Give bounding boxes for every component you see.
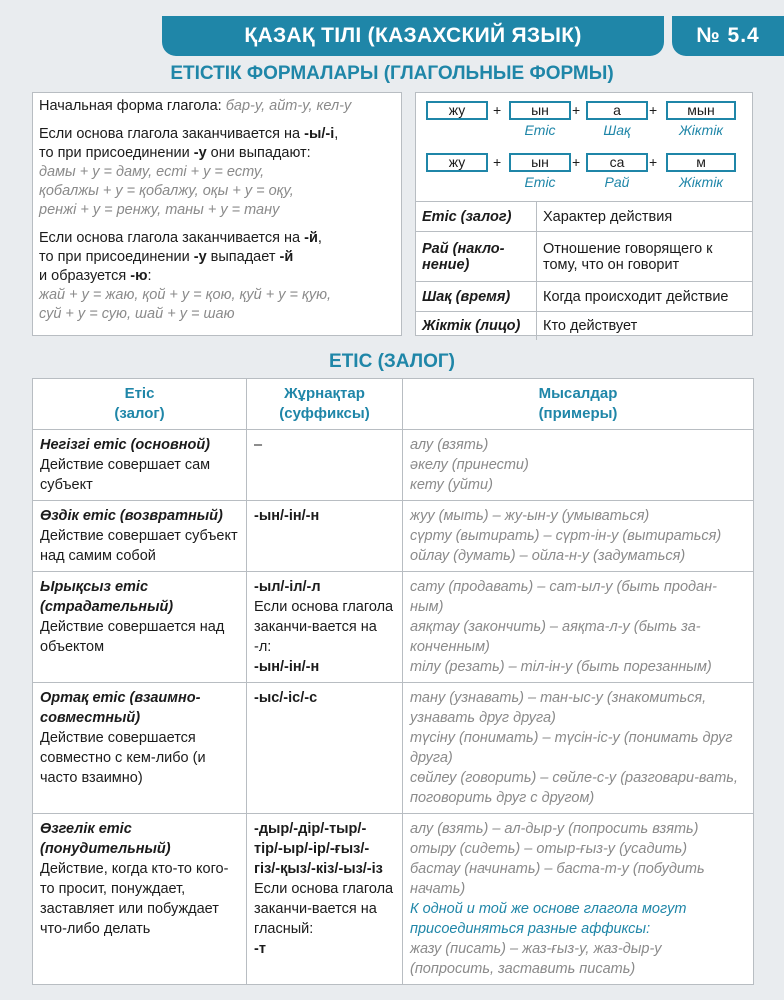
formula-caption: Шақ	[603, 122, 631, 138]
header-number-tab	[672, 16, 784, 56]
suffix: -ын/-ін/-н	[254, 508, 320, 524]
definition-desc: Характер действия	[537, 202, 753, 232]
definition-row	[416, 282, 752, 312]
suffix-cell	[247, 501, 403, 572]
note-line: К одной и той же основе глагола могут присоединяться разные аффиксы:	[410, 901, 687, 937]
voice-section-title: ЕТІС (ЗАЛОГ)	[329, 351, 455, 372]
suffix-note: Если основа глагола заканчи-вается на гласный:	[254, 881, 394, 937]
header-title: ҚАЗАҚ ТІЛІ (КАЗАХСКИЙ ЯЗЫК)	[244, 24, 582, 47]
example-line: алу (взять)	[410, 437, 489, 453]
example-line: ойлау (думать) – ойла-н-у (задуматься)	[410, 548, 686, 564]
rule-text: они выпадают:	[210, 145, 311, 161]
voice-name: Өздік етіс (возвратный)	[40, 508, 223, 524]
voice-name: Ырықсыз етіс (страдательный)	[40, 579, 174, 615]
rule-suffix: -ы/-і	[304, 126, 335, 142]
formula-cell: ын	[509, 153, 571, 172]
rule-text: то при присоединении	[39, 145, 190, 161]
table-row	[33, 430, 754, 501]
definition-row	[416, 202, 752, 232]
definition-term: Шақ (время)	[416, 282, 537, 312]
voice-table-header	[33, 379, 754, 430]
voice-desc: Действие совершается совместно с кем-либо (и часто взаимно)	[40, 730, 206, 786]
table-row	[33, 814, 754, 985]
rule-text: Начальная форма глагола:	[39, 98, 222, 114]
voice-desc: Действие, когда кто-то кого-то просит, понуждает, заставляет или побуждает что-либо делать	[40, 861, 229, 937]
rule-suffix: -у	[193, 249, 207, 265]
formula-cell: мын	[666, 101, 736, 120]
formula-cell: ын	[509, 101, 571, 120]
example-line: отыру (сидеть) – отыр-ғыз-у (усадить)	[410, 841, 688, 857]
example-line: тілу (резать) – тіл-ін-у (быть порезанным)	[410, 659, 712, 675]
suffix-alt: -ын/-ін/-н	[254, 659, 320, 675]
example-line: жуу (мыть) – жу-ын-у (умываться)	[410, 508, 650, 524]
formula-present	[416, 97, 752, 149]
plus-sign: +	[649, 102, 658, 118]
voice-name-cell	[33, 683, 247, 814]
voice-name-cell	[33, 501, 247, 572]
voice-name-cell	[33, 572, 247, 683]
rule-example: ренжі + у = ренжу, таны + у = тану	[39, 202, 280, 218]
plus-sign: +	[493, 102, 502, 118]
plus-sign: +	[572, 154, 581, 170]
definitions-table	[416, 201, 752, 340]
rule-text: то при присоединении	[39, 249, 190, 265]
example-line: кету (уйти)	[410, 477, 493, 493]
rule-suffix: -й	[304, 230, 318, 246]
table-row	[33, 683, 754, 814]
example-line: бастау (начинать) – баста-т-у (побудить начать)	[410, 861, 705, 897]
formula-caption: Етіс	[524, 122, 556, 138]
definition-desc: Когда происходит действие	[537, 282, 753, 312]
suffix-cell	[247, 683, 403, 814]
definition-term: Жіктік (лицо)	[416, 312, 537, 340]
plus-sign: +	[493, 154, 502, 170]
examples-cell	[403, 683, 754, 814]
voice-desc: Действие совершает сам субъект	[40, 457, 211, 493]
rule-text: и образуется	[39, 268, 127, 284]
formula-cell: са	[586, 153, 648, 172]
rule-example: қобалжы + у = қобалжу, оқы + у = оқу,	[39, 183, 294, 199]
rule-text: Если основа глагола заканчивается на	[39, 230, 301, 246]
rule-suffix: -й	[279, 249, 294, 265]
rule-suffix: -ю	[130, 268, 148, 284]
formula-cell: а	[586, 101, 648, 120]
formula-caption: Жіктік	[678, 174, 724, 190]
suffix: -ыс/-іс/-с	[254, 690, 318, 706]
example-line: сату (продавать) – сат-ыл-у (быть продан-ным)	[410, 579, 717, 615]
rule-punct: ,	[317, 230, 322, 246]
rule-punct: :	[147, 268, 152, 284]
suffix: –	[254, 437, 263, 453]
table-row	[33, 501, 754, 572]
suffix-cell	[247, 430, 403, 501]
definition-desc: Отношение говорящего к тому, что он говорит	[537, 232, 753, 282]
formula-cell: жу	[426, 101, 488, 120]
rule-suffix: -у	[193, 145, 207, 161]
rule-text: Если основа глагола заканчивается на	[39, 126, 301, 142]
forms-section-title: ЕТІСТІК ФОРМАЛАРЫ (ГЛАГОЛЬНЫЕ ФОРМЫ)	[170, 63, 614, 84]
examples-cell	[403, 430, 754, 501]
plus-sign: +	[649, 154, 658, 170]
formula-cell: м	[666, 153, 736, 172]
verb-structure-box	[415, 92, 753, 336]
voice-name-cell	[33, 814, 247, 985]
definition-term: Етіс (залог)	[416, 202, 537, 232]
suffix-cell	[247, 572, 403, 683]
definition-row	[416, 312, 752, 340]
example-line: түсіну (понимать) – түсін-іс-у (понимать друг друга)	[410, 730, 733, 766]
examples-cell	[403, 814, 754, 985]
suffix-note: Если основа глагола заканчи-вается на -л:	[254, 599, 394, 655]
rule-punct: ,	[334, 126, 339, 142]
example-line: жазу (писать) – жаз-ғыз-у, жаз-дыр-у (попросить, заставить писать)	[410, 941, 662, 977]
example-line: сүрту (вытирать) – сүрт-ін-у (вытираться)	[410, 528, 722, 544]
rule-infinitive	[39, 97, 395, 116]
suffix: -ыл/-іл/-л	[254, 579, 321, 595]
suffix: -дыр/-дір/-тыр/-тір/-ыр/-ір/-ғыз/-гіз/-қыз/-кіз/-ыз/-із	[254, 821, 383, 877]
rule-text: выпадает	[210, 249, 276, 265]
rule-vowel-drop	[39, 125, 395, 220]
header-title-bar	[162, 16, 664, 56]
definition-term: Рай (накло-нение)	[416, 232, 537, 282]
voice-table	[32, 378, 754, 985]
infinitive-rules-box	[32, 92, 402, 336]
formula-caption: Жіктік	[678, 122, 724, 138]
rule-example: жай + у = жаю, қой + у = қою, қуй + у = қую,	[39, 287, 332, 303]
formula-caption: Етіс	[524, 174, 556, 190]
rule-example: дамы + у = даму, есті + у = есту,	[39, 164, 265, 180]
voice-desc: Действие совершает субъект над самим собой	[40, 528, 238, 564]
voice-name: Өзгелік етіс (понудительный)	[40, 821, 171, 857]
example-line: әкелу (принести)	[410, 457, 529, 473]
voice-name-cell	[33, 430, 247, 501]
example-line: алу (взять) – ал-дыр-у (попросить взять)	[410, 821, 699, 837]
column-header: Мысалдар (примеры)	[403, 379, 754, 430]
rule-example: суй + у = сую, шай + у = шаю	[39, 306, 235, 322]
suffix-cell	[247, 814, 403, 985]
formula-cell: жу	[426, 153, 488, 172]
example-line: сөйлеу (говорить) – сөйле-с-у (разговари-вать, поговорить друг с другом)	[410, 770, 738, 806]
column-header: Жұрнақтар (суффиксы)	[247, 379, 403, 430]
rule-y-drop	[39, 229, 395, 324]
example-line: тану (узнавать) – тан-ыс-у (знакомиться, узнавать друг друга)	[410, 690, 707, 726]
column-header: Етіс (залог)	[33, 379, 247, 430]
definition-desc: Кто действует	[537, 312, 753, 340]
examples-cell	[403, 501, 754, 572]
plus-sign: +	[572, 102, 581, 118]
definition-row	[416, 232, 752, 282]
suffix-alt: -т	[254, 941, 266, 957]
table-row	[33, 572, 754, 683]
voice-desc: Действие совершается над объектом	[40, 619, 225, 655]
formula-conditional	[416, 149, 752, 201]
voice-name: Негізгі етіс (основной)	[40, 437, 210, 453]
rule-example: бар-у, айт-у, кел-у	[225, 98, 352, 114]
formula-caption: Рай	[604, 174, 630, 190]
example-line: аяқтау (закончить) – аяқта-л-у (быть за-конченным)	[410, 619, 701, 655]
page-number: № 5.4	[696, 24, 760, 47]
examples-cell	[403, 572, 754, 683]
voice-name: Ортақ етіс (взаимно-совместный)	[40, 690, 201, 726]
